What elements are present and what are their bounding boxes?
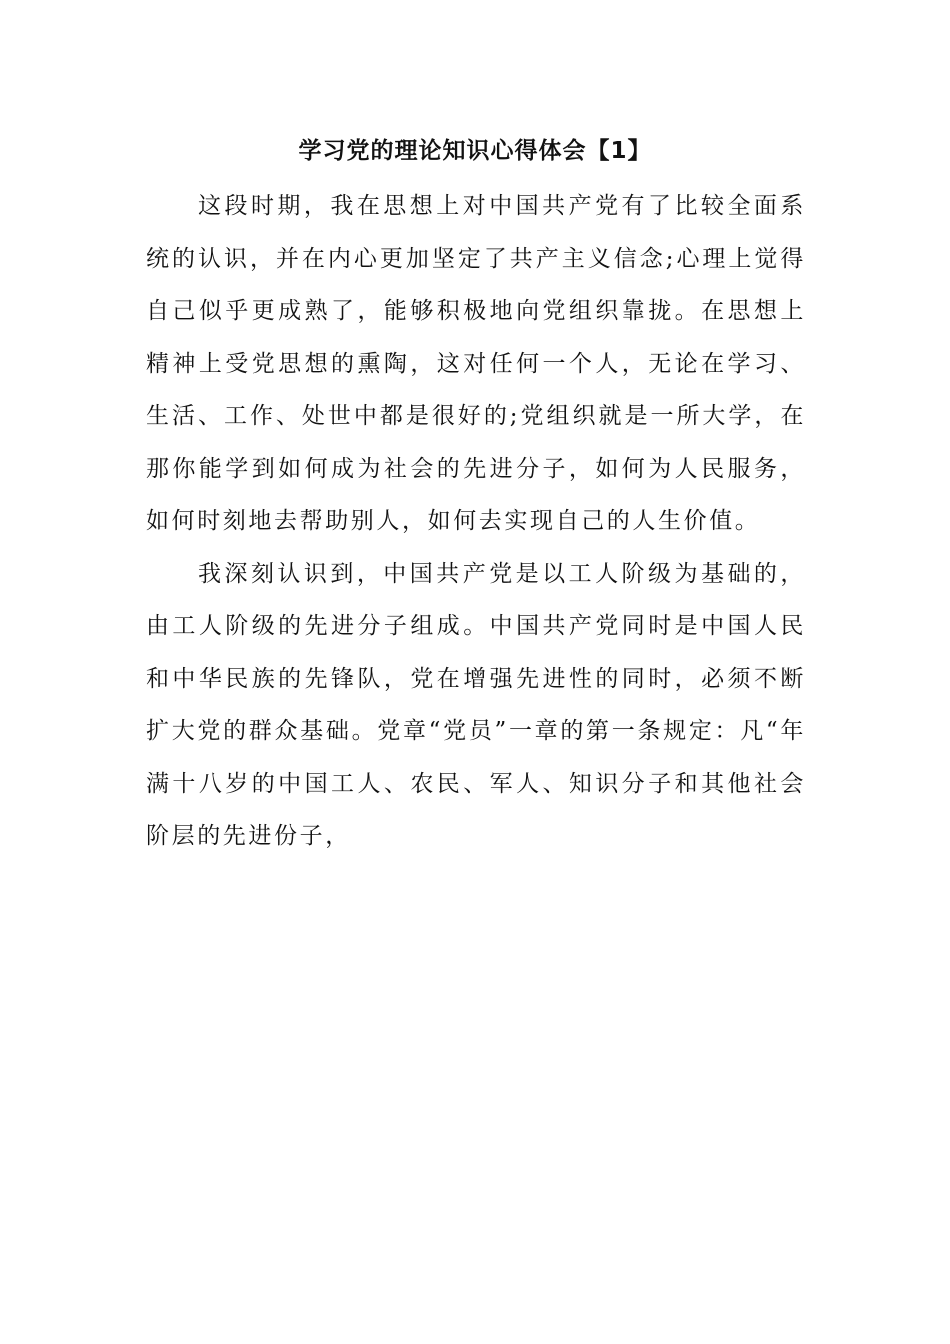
document-title: 学习党的理论知识心得体会【1】 [298, 138, 652, 164]
document-body [146, 180, 806, 863]
paragraph-2: 我深刻认识到，中国共产党是以工人阶级为基础的，由工人阶级的先进分子组成。中国共产党同时是中国人民和中华民族的先锋队，党在增强先进性的同时，必须不断扩大党的群众基础。党章“党员”一章的第一条规定：凡“年满十八岁的中国工人、农民、军人、知识分子和其他社会阶层的先进份子， [146, 560, 806, 849]
paragraph-1: 这段时期，我在思想上对中国共产党有了比较全面系统的认识，并在内心更加坚定了共产主义信念;心理上觉得自己似乎更成熟了，能够积极地向党组织靠拢。在思想上精神上受党思想的熏陶，这对任何一个人，无论在学习、生活、工作、处世中都是很好的;党组织就是一所大学，在那你能学到如何成为社会的先进分子，如何为人民服务，如何时刻地去帮助别人，如何去实现自己的人生价值。 [146, 193, 806, 534]
